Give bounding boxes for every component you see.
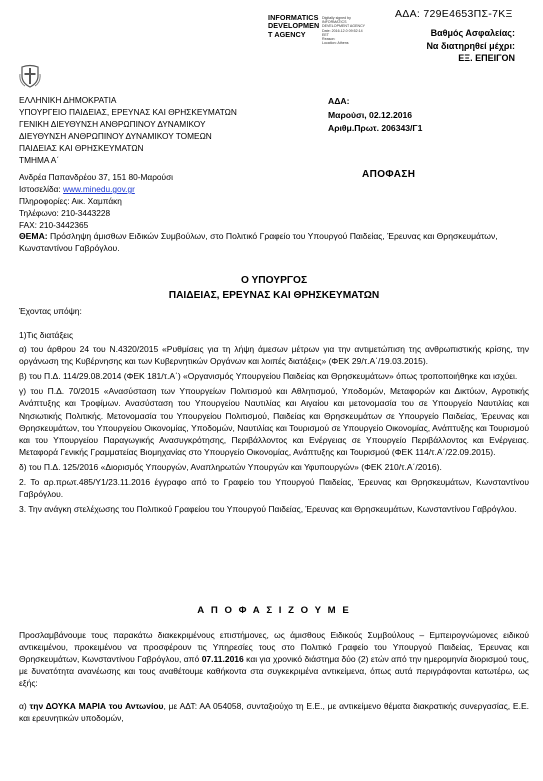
signature-detail-line: Digitally signed by — [322, 16, 351, 20]
authority-line: ΓΕΝΙΚΗ ΔΙΕΥΘΥΝΣΗ ΑΝΘΡΩΠΙΝΟΥ ΔΥΝΑΜΙΚΟΥ — [19, 119, 206, 129]
signature-issuer-line: INFORMATICS — [268, 13, 319, 22]
signature-detail-line: Date: 2016.12.0 09:52:14 — [322, 28, 363, 33]
security-level — [335, 27, 515, 65]
ada-label: ΑΔΑ: — [328, 96, 350, 106]
authority-line: ΠΑΙΔΕΙΑΣ ΚΑΙ ΘΡΗΣΚΕΥΜΑΤΩΝ — [19, 143, 144, 153]
decision-part-2: και για χρονικό διάστημα δύο (2) ετών από την ημερομηνία διορισμού τους, με δυνατότητα ανανέωσης και τους αναθέτουμε καθήκοντα στα συγκεκριμένα αντικείμενα, όπως αυτά περιγράφονται κατωτέρω, ως εξής: — [19, 654, 529, 689]
keep-until-label: Να διατηρηθεί μέχρι: — [426, 40, 515, 51]
signature-issuer-line: DEVELOPMEN — [268, 21, 320, 31]
appointee-a — [19, 700, 529, 724]
phone: Τηλέφωνο: 210-3443228 — [19, 208, 111, 218]
greek-emblem-icon — [19, 64, 41, 91]
decision-paragraph — [19, 629, 529, 689]
protocol-number: Αριθμ.Πρωτ. 206343/Γ1 — [328, 123, 423, 133]
authority-line: ΤΜΗΜΑ Α΄ — [19, 155, 60, 165]
ada-code: ΑΔΑ: 729Ε4653ΠΣ-7ΚΞ — [395, 8, 513, 20]
decision-part-1: Προσλαμβάνουμε τους παρακάτω διακεκριμένους επιστήμονες, ως άμισθους Ειδικούς Συμβούλους – Εμπειρογνώμονες ειδικού αντικειμένου, προκειμένου να προσφέρουν τις Υπηρεσίες τους στο Πολιτικό Γραφείο του Υπουργού Παιδείας, Έρευνας και Θρησκευμάτων, Κωνσταντίνου Γαβρόγλου, από — [19, 630, 529, 665]
provision-a: α) του άρθρου 24 του Ν.4320/2015 «Ρυθμίσεις για τη λήψη άμεσων μέτρων για την αντιμετώπιση της ανθρωπιστικής κρίσης, την οργάνωση της Κυβέρνησης και των Κυβερνητικών Οργάνων και λοιπές διατάξεις» (ΦΕΚ 29/τ.Α΄/19.03.2015). — [19, 344, 529, 367]
provisions — [19, 329, 529, 515]
website-link[interactable]: www.minedu.gov.gr — [63, 184, 135, 194]
signature-detail-line: DEVELOPMENT AGENCY — [322, 24, 366, 29]
provision-c: γ) του Π.Δ. 70/2015 «Ανασύσταση των Υπουργείων Πολιτισμού και Αθλητισμού, Υποδομών, Μεταφορών και Δικτύων, Αγροτικής Ανάπτυξης και Τροφίμων. Ανασύσταση του Υπουργείου Ναυτιλίας και Αιγαίου και μετονομασία του σε Υπουργείο Ναυτιλίας και Νησιωτικής Πολιτικής. Μετονομασία του Υπουργείου Πολιτισμού, Παιδείας και Θρησκευμάτων σε Υπουργείο Παιδείας, Έρευνας και Θρησκευμάτων, του Υπουργείου Οικονομίας, Υποδομών, Ναυτιλίας και Τουρισμού σε Υπουργείο Οικονομίας, Ανάπτυξης και Τουρισμού και του Υπουργείου Παραγωγικής Ανασυγκρότησης, Περιβάλλοντος και Ενέργειας σε Υπουργείο Περιβάλλοντος και Ενέργειας. Μεταφορά Γενικής Γραμματείας Βιομηχανίας στο Υπουργείο Οικονομίας, Ανάπτυξης και Τουρισμού (ΦΕΚ 114/τ.Α΄/22.09.2015). — [19, 386, 529, 457]
authority-line: ΔΙΕΥΘΥΝΣΗ ΑΝΘΡΩΠΙΝΟΥ ΔΥΝΑΜΙΚΟΥ ΤΟΜΕΩΝ — [19, 131, 212, 141]
minister-line: ΠΑΙΔΕΙΑΣ, ΕΡΕΥΝΑΣ ΚΑΙ ΘΡΗΣΚΕΥΜΑΤΩΝ — [168, 290, 380, 301]
decision-text — [19, 629, 529, 689]
subject-label: ΘΕΜΑ: — [19, 231, 48, 241]
subject-text: Πρόσληψη άμισθων Ειδικών Συμβούλων, στο Πολιτικό Γραφείο του Υπουργού Παιδείας, Έρευνας και Θρησκευμάτων, Κωνσταντίνου Γαβρόγλου. — [19, 231, 498, 254]
decision-start-date: 07.11.2016 — [201, 654, 244, 665]
issuing-authority — [19, 94, 279, 166]
minister-line: Ο ΥΠΟΥΡΓΟΣ — [240, 275, 308, 286]
info-contact: Πληροφορίες: Αικ. Χαμπάκη — [19, 196, 122, 206]
security-label: Βαθμός Ασφαλείας: — [430, 28, 515, 38]
website-label: Ιστοσελίδα: — [19, 184, 64, 194]
signature-detail-line: Reason: — [322, 37, 336, 42]
contact-info — [19, 171, 319, 231]
document-date: Μαρούσι, 02.12.2016 — [328, 110, 413, 120]
provision-item-2: 2. Το αρ.πρωτ.485/Υ1/23.11.2016 έγγραφο από το Γραφείο του Υπουργού Παιδείας, Έρευνας και Θρησκευμάτων, Κωνσταντίνου Γαβρόγλου. — [19, 477, 529, 500]
appointee-prefix: α) — [19, 701, 30, 711]
signature-detail-line: EET — [322, 32, 329, 37]
authority-line: ΥΠΟΥΡΓΕΙΟ ΠΑΙΔΕΙΑΣ, ΕΡΕΥΝΑΣ ΚΑΙ ΘΡΗΣΚΕΥΜΑΤΩΝ — [19, 107, 237, 117]
signature-detail-line: INFORMATICS — [322, 20, 347, 25]
appointee-name: την ΔΟΥΚΑ ΜΑΡΙΑ του Αντωνίου — [29, 701, 164, 711]
minister-title — [19, 273, 529, 303]
provision-b: β) του Π.Δ. 114/29.08.2014 (ΦΕΚ 181/τ.Α΄) «Οργανισμός Υπουργείου Παιδείας και Θρησκευμάτων» όπως τροποποιήθηκε και ισχύει. — [19, 371, 518, 382]
website-line — [19, 183, 319, 195]
signature-detail-line: Location: Athens — [322, 41, 349, 46]
authority-line: ΕΛΛΗΝΙΚΗ ΔΗΜΟΚΡΑΤΙΑ — [19, 95, 117, 105]
urgency-label: ΕΞ. ΕΠΕΙΓΟΝ — [458, 53, 515, 63]
appointee-details: , με ΑΔΤ: ΑΑ 054058, συνταξιούχο τη Ε.Ε., με αντικείμενο θέματα διακρατικής συνεργασίας, Ε.Ε. και ερευνητικών υποδομών, — [19, 701, 529, 724]
document-type: ΑΠΟΦΑΣΗ — [362, 169, 416, 180]
signature-issuer — [268, 14, 320, 39]
decision-heading: Α Π Ο Φ Α Σ Ι Ζ Ο Υ Μ Ε — [197, 605, 351, 616]
subject — [19, 230, 529, 254]
provision-d: δ) του Π.Δ. 125/2016 «Διορισμός Υπουργών, Αναπληρωτών Υπουργών και Υφυπουργών» (ΦΕΚ 210/τ.Α΄/2016). — [19, 461, 442, 472]
address: Ανδρέα Παπανδρέου 37, 151 80-Μαρούσι — [19, 172, 174, 182]
provision-item-3: 3. Την ανάγκη στελέχωσης του Πολιτικού Γραφείου του Υπουργού Παιδείας, Έρευνας και Θρησκευμάτων, Κωνσταντίνου Γαβρόγλου. — [19, 504, 517, 515]
appointee-a-paragraph — [19, 700, 529, 724]
signature-issuer-line: T AGENCY — [268, 29, 306, 39]
having-regard: Έχοντας υπόψη: — [19, 306, 82, 316]
provisions-heading: 1)Τις διατάξεις — [19, 330, 74, 340]
fax: FAX: 210-3442365 — [19, 220, 89, 230]
document-reference — [328, 95, 528, 135]
